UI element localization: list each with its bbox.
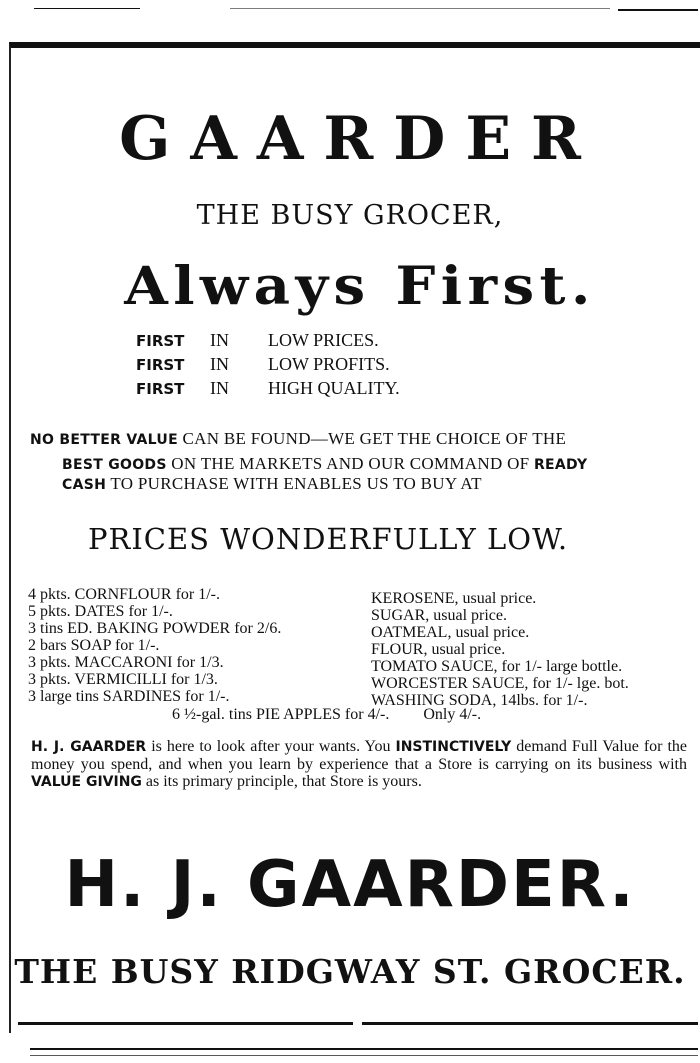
- list-item: 2 bars SOAP for 1/-.: [28, 637, 160, 654]
- text-run: TO PURCHASE WITH ENABLES US TO BUY AT: [106, 474, 482, 493]
- first-lead: FIRST: [136, 356, 185, 374]
- list-item: KEROSENE, usual price.: [371, 590, 537, 607]
- bold-phrase: NO BETTER VALUE: [30, 432, 178, 448]
- bold-phrase: H. J. GAARDER: [31, 739, 147, 755]
- first-line: [136, 354, 390, 375]
- list-item: 3 pkts. VERMICILLI for 1/3.: [28, 671, 218, 688]
- text-run: is here to look after your wants. You: [146, 738, 396, 755]
- list-item: WORCESTER SAUCE, for 1/- lge. bot.: [371, 675, 629, 692]
- list-item: FLOUR, usual price.: [371, 641, 506, 658]
- advert-title: GAARDER: [119, 104, 601, 174]
- first-word: IN: [210, 330, 229, 350]
- first-line: [136, 330, 379, 351]
- first-rest: HIGH QUALITY.: [268, 378, 400, 398]
- value-paragraph-line-1: [30, 429, 566, 449]
- right-price-list: [371, 590, 629, 709]
- list-item: WASHING SODA, 14lbs. for 1/-.: [371, 692, 588, 709]
- bottom-rule-lower: [30, 1048, 698, 1050]
- bold-phrase: CASH: [62, 477, 107, 493]
- text-run: as its primary principle, that Store is yours.: [141, 773, 422, 790]
- slogan: Always First.: [124, 256, 596, 317]
- list-item: SUGAR, usual price.: [371, 607, 507, 624]
- description-paragraph: [31, 738, 687, 791]
- bottom-rule-right: [362, 1022, 698, 1025]
- first-lead: FIRST: [136, 380, 185, 398]
- bold-phrase: INSTINCTIVELY: [395, 739, 512, 755]
- first-rest: LOW PRICES.: [268, 330, 379, 350]
- list-item: OATMEAL, usual price.: [371, 624, 530, 641]
- advert-subtitle: THE BUSY GROCER,: [196, 200, 504, 231]
- text-run: demand Full Value for the money you spend, and when you learn by experience that a Store is carrying on its business with: [31, 738, 688, 773]
- text-run: ON THE MARKETS AND OUR COMMAND OF: [166, 454, 534, 473]
- pie-apples-offer: [172, 706, 481, 724]
- pie-offer-text: 6 ½-gal. tins PIE APPLES for 4/-.: [172, 706, 390, 723]
- value-paragraph-line-3: [62, 474, 482, 494]
- first-word: IN: [210, 354, 229, 374]
- value-paragraph-line-2: [62, 454, 587, 474]
- list-item: TOMATO SAUCE, for 1/- large bottle.: [371, 658, 623, 675]
- big-name: H. J. GAARDER.: [64, 848, 636, 922]
- list-item: 5 pkts. DATES for 1/-.: [28, 603, 173, 620]
- prices-heading: PRICES WONDERFULLY LOW.: [88, 522, 569, 556]
- footer-tagline: THE BUSY RIDGWAY ST. GROCER.: [14, 952, 686, 991]
- first-rest: LOW PROFITS.: [268, 354, 390, 374]
- list-item: 3 pkts. MACCARONI for 1/3.: [28, 654, 224, 671]
- bottom-rule-lowest: [30, 1055, 698, 1056]
- bold-phrase: BEST GOODS: [62, 457, 167, 473]
- first-lead: FIRST: [136, 332, 185, 350]
- first-word: IN: [210, 378, 229, 398]
- bold-phrase: READY: [533, 457, 588, 473]
- pie-only-price: Only 4/-.: [423, 706, 482, 723]
- top-rule-left: [34, 8, 140, 9]
- bold-phrase: VALUE GIVING: [31, 774, 142, 790]
- first-line: [136, 378, 400, 399]
- list-item: 3 large tins SARDINES for 1/-.: [28, 688, 230, 705]
- list-item: 3 tins ED. BAKING POWDER for 2/6.: [28, 620, 282, 637]
- bottom-rule-left: [18, 1022, 353, 1025]
- text-run: CAN BE FOUND—WE GET THE CHOICE OF THE: [177, 429, 567, 448]
- left-price-list: [28, 586, 281, 705]
- top-rule-middle: [230, 8, 610, 9]
- list-item: 4 pkts. CORNFLOUR for 1/-.: [28, 586, 221, 603]
- top-rule-right: [618, 9, 698, 11]
